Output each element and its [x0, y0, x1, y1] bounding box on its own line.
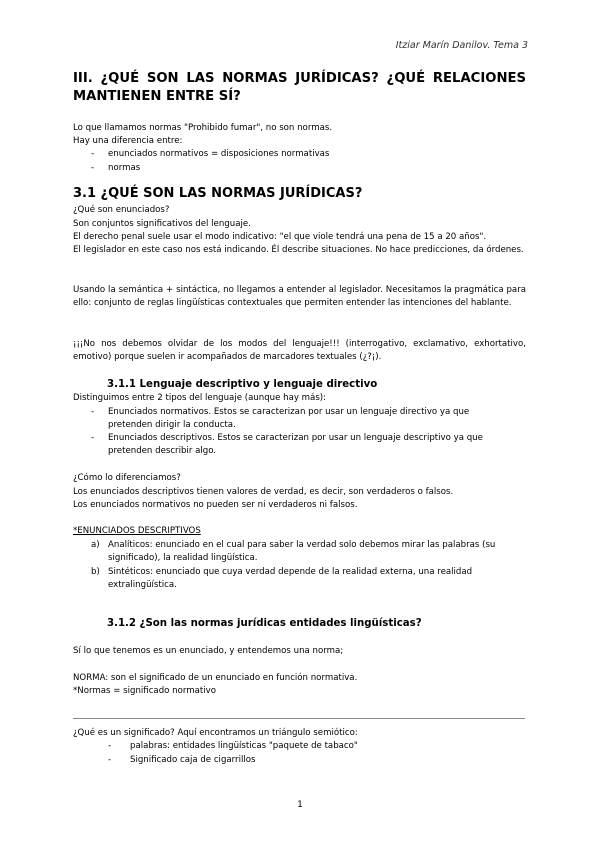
bottom-question: ¿Qué es un significado? Aquí encontramos un triángulo semiótico:: [73, 728, 358, 738]
section-heading-3-1-2: 3.1.2 ¿Son las normas jurídicas entidades lingüísticas?: [107, 618, 422, 629]
s311-intro: Distinguimos entre 2 tipos del lenguaje (aunque hay más):: [73, 393, 327, 403]
s31-paragraph-modes: ¡¡¡No nos debemos olvidar de los modos del lenguaje!!! (interrogativo, exclamativo, exhortativo, emotivo) porque suelen ir acompañados de marcadores textuales (¿?¡).: [73, 339, 526, 362]
s311-bullet2-line2: pretenden describir algo.: [108, 446, 217, 456]
bullet-dash: -: [108, 755, 112, 765]
s311-bullet1-line2: pretenden dirigir la conducta.: [108, 420, 236, 430]
s31-paragraph-pragmatics: Usando la semántica + sintáctica, no llegamos a entender al legislador. Necesitamos la pragmática para ello: conjunto de reglas lingüísticas contextuales que permiten entender las intenciones del hablante.: [73, 285, 526, 308]
s311-desc-line2: Los enunciados normativos no pueden ser ni verdaderos ni falsos.: [73, 500, 358, 510]
s311-item-a-line1: Analíticos: enunciado en el cual para saber la verdad solo debemos mirar las palabras (su: [108, 540, 496, 550]
s31-line2: El derecho penal suele usar el modo indicativo: "el que viole tendrá una pena de 15 a 20 años".: [73, 232, 487, 242]
s311-desc-line1: Los enunciados descriptivos tienen valores de verdad, es decir, son verdaderos o falsos.: [73, 487, 454, 497]
bullet-dash: -: [91, 433, 95, 443]
list-marker-a: a): [91, 540, 100, 550]
intro-bullet-2: normas: [108, 163, 141, 173]
s311-subheading: *ENUNCIADOS DESCRIPTIVOS: [73, 526, 201, 536]
bullet-dash: -: [91, 407, 95, 417]
page-header: Itziar Marín Danilov. Tema 3: [395, 40, 528, 51]
s31-line1: Son conjuntos significativos del lenguaje.: [73, 219, 251, 229]
section-heading-3-1: 3.1 ¿QUÉ SON LAS NORMAS JURÍDICAS?: [73, 186, 363, 201]
intro-line2: Hay una diferencia entre:: [73, 136, 183, 146]
page-title-line2: MANTIENEN ENTRE SÍ?: [73, 89, 241, 104]
horizontal-divider: [73, 718, 525, 719]
intro-line1: Lo que llamamos normas "Prohibido fumar", no son normas.: [73, 123, 333, 133]
s311-bullet2-line1: Enunciados descriptivos. Estos se caracterizan por usar un lenguaje descriptivo ya que: [108, 433, 483, 443]
s312-line3: *Normas = significado normativo: [73, 686, 216, 696]
section-heading-3-1-1: 3.1.1 Lenguaje descriptivo y lenguaje directivo: [107, 379, 378, 390]
s31-line3: El legislador en este caso nos está indicando. Él describe situaciones. No hace predicciones, da órdenes.: [73, 245, 524, 255]
s31-question: ¿Qué son enunciados?: [73, 205, 170, 215]
s311-item-b-line1: Sintéticos: enunciado que cuya verdad depende de la realidad externa, una realidad: [108, 567, 473, 577]
intro-bullet-1: enunciados normativos = disposiciones normativas: [108, 149, 330, 159]
s311-bullet1-line1: Enunciados normativos. Estos se caracterizan por usar un lenguaje directivo ya que: [108, 407, 470, 417]
bullet-dash: -: [91, 163, 95, 173]
page-number: 1: [297, 800, 303, 810]
list-marker-b: b): [91, 567, 100, 577]
page-title-line1: III. ¿QUÉ SON LAS NORMAS JURÍDICAS? ¿QUÉ RELACIONES: [73, 71, 526, 86]
s312-line1: Sí lo que tenemos es un enunciado, y entendemos una norma;: [73, 646, 344, 656]
bullet-dash: -: [108, 741, 112, 751]
s311-item-b-line2: extralingüística.: [108, 580, 177, 590]
s311-question: ¿Cómo lo diferenciamos?: [73, 473, 181, 483]
bullet-dash: -: [91, 149, 95, 159]
s312-line2: NORMA: son el significado de un enunciado en función normativa.: [73, 673, 358, 683]
s311-item-a-line2: significado), la realidad lingüística.: [108, 553, 258, 563]
bottom-bullet-1: palabras: entidades lingüísticas "paquete de tabaco": [130, 741, 358, 751]
bottom-bullet-2: Significado caja de cigarrillos: [130, 755, 256, 765]
